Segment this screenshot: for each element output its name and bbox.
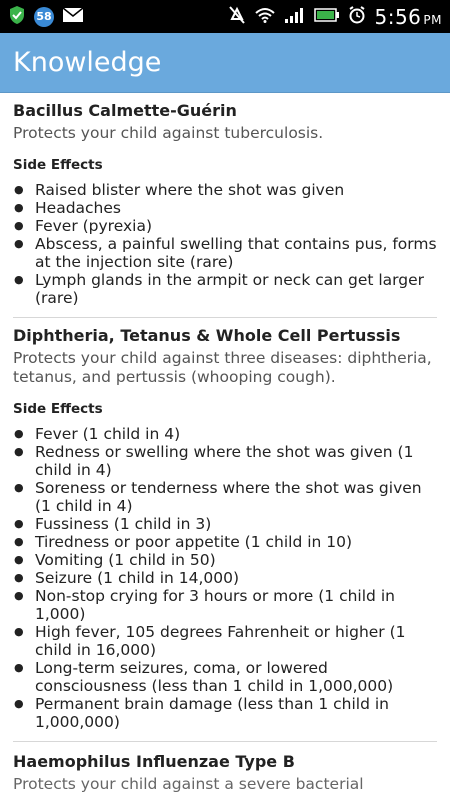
- vaccine-description: Protects your child against tuberculosis.: [13, 124, 324, 142]
- list-item: ● Permanent brain damage (less than 1 child in 1,000,000): [13, 695, 437, 731]
- vaccine-section[interactable]: [13, 318, 437, 742]
- side-effects-list: [13, 425, 437, 731]
- side-effects-list: [13, 181, 437, 307]
- clock-ampm: PM: [423, 12, 442, 27]
- mute-icon: [228, 5, 246, 29]
- vaccine-section[interactable]: [13, 93, 437, 318]
- status-right: [228, 5, 442, 29]
- list-item: ● Fussiness (1 child in 3): [13, 515, 437, 533]
- vaccine-description: Protects your child against three diseases: diphtheria, tetanus, and pertussis (whooping cough).: [13, 349, 432, 386]
- signal-icon: [284, 7, 306, 27]
- list-item: ● Seizure (1 child in 14,000): [13, 569, 437, 587]
- list-item: ● Redness or swelling where the shot was given (1 child in 4): [13, 443, 437, 479]
- wifi-icon: [254, 7, 276, 27]
- list-item: ● Headaches: [13, 199, 437, 217]
- clock: [374, 5, 442, 29]
- vaccine-title: Haemophilus Influenzae Type B: [13, 752, 295, 771]
- clock-time: 5:56: [374, 4, 422, 29]
- knowledge-list[interactable]: [0, 93, 450, 794]
- battery-icon: [314, 7, 340, 26]
- status-left: [8, 5, 84, 29]
- list-item: ● Soreness or tenderness where the shot was given (1 child in 4): [13, 479, 437, 515]
- list-item: ● Long-term seizures, coma, or lowered consciousness (less than 1 child in 1,000,000): [13, 659, 437, 695]
- vaccine-description: Protects your child against a severe bacterial: [13, 775, 364, 793]
- side-effects-heading: Side Effects: [13, 157, 103, 173]
- notification-count-badge: 58: [34, 7, 54, 27]
- vaccine-title: Bacillus Calmette-Guérin: [13, 101, 237, 120]
- list-item: ● Fever (1 child in 4): [13, 425, 437, 443]
- list-item: ● Raised blister where the shot was given: [13, 181, 437, 199]
- status-bar: [0, 0, 450, 33]
- side-effects-heading: Side Effects: [13, 401, 103, 417]
- app-bar: [0, 33, 450, 93]
- list-item: ● Tiredness or poor appetite (1 child in 10): [13, 533, 437, 551]
- list-item: ● Lymph glands in the armpit or neck can get larger (rare): [13, 271, 437, 307]
- vaccine-section[interactable]: [13, 742, 437, 794]
- alarm-icon: [348, 6, 366, 28]
- list-item: ● Fever (pyrexia): [13, 217, 437, 235]
- list-item: ● Vomiting (1 child in 50): [13, 551, 437, 569]
- list-item: ● High fever, 105 degrees Fahrenheit or higher (1 child in 16,000): [13, 623, 437, 659]
- page-title: Knowledge: [13, 47, 162, 78]
- shield-icon: [8, 5, 26, 29]
- list-item: ● Non-stop crying for 3 hours or more (1 child in 1,000): [13, 587, 437, 623]
- mail-icon: [62, 7, 84, 27]
- vaccine-title: Diphtheria, Tetanus & Whole Cell Pertussis: [13, 326, 401, 345]
- list-item: ● Abscess, a painful swelling that contains pus, forms at the injection site (rare): [13, 235, 437, 271]
